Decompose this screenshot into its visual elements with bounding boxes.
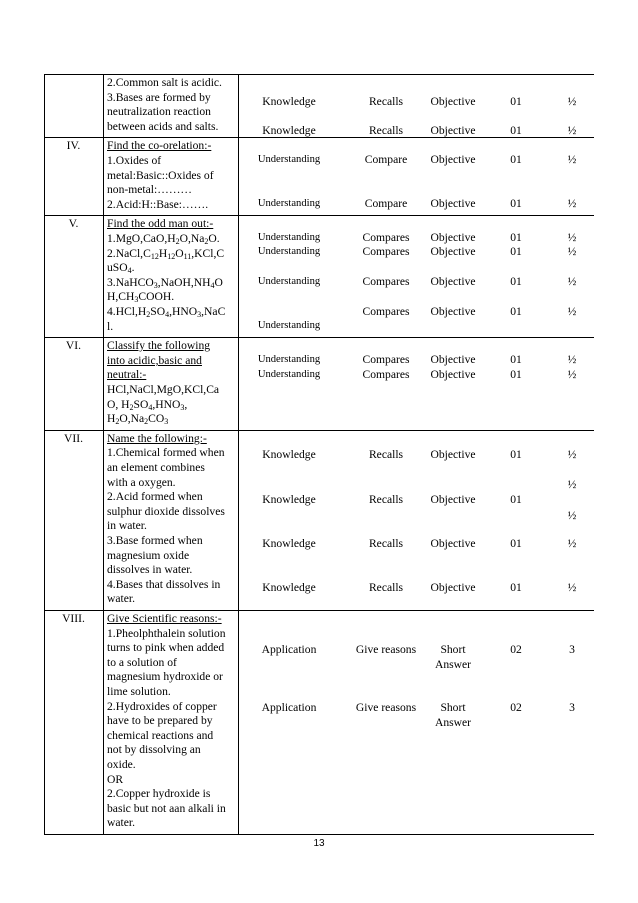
question-text-cell: Classify the following into acidic,basic and neutral:- HCl,NaCl,MgO,KCl,Ca O, $H_2SO_4,HNO_3$, $H_2O,Na_2CO_3$ (104, 338, 239, 431)
marks-value: 02 (510, 642, 522, 656)
question-type-label: Objective (430, 536, 476, 550)
marks-value: 01 (510, 245, 522, 259)
question-number-cell: VII. (45, 430, 104, 610)
marks-value: 01 (510, 536, 522, 550)
classification-cell (239, 338, 594, 431)
specification-label: Give reasons (355, 700, 417, 714)
time-value: ½ (567, 536, 577, 550)
specification-label: Recalls (368, 447, 404, 461)
specification-label: Recalls (368, 536, 404, 550)
marks-value: 01 (510, 231, 522, 245)
question-type-label: Objective (430, 447, 476, 461)
table-row (45, 430, 594, 610)
time-value: ½ (567, 275, 577, 289)
table-row (45, 75, 594, 138)
objective-label: Knowledge (262, 447, 316, 461)
objective-label: Understanding (257, 369, 321, 381)
question-blueprint-table (44, 74, 594, 835)
specification-label: Give reasons (355, 642, 417, 656)
marks-value: 01 (510, 153, 522, 167)
question-number-cell: V. (45, 216, 104, 338)
table-row (45, 216, 594, 338)
blueprint-table-page (44, 74, 593, 835)
time-value: ½ (567, 245, 577, 259)
question-number-cell: IV. (45, 138, 104, 216)
question-type-label: Short Answer (434, 642, 472, 671)
objective-label: Knowledge (262, 95, 316, 108)
question-type-label: Objective (430, 305, 476, 319)
specification-label: Compares (362, 305, 410, 319)
question-type-label: Objective (430, 492, 476, 506)
question-type-label: Objective (430, 353, 476, 367)
marks-value: 01 (510, 124, 522, 137)
time-value: ½ (567, 368, 577, 382)
objective-label: Understanding (257, 354, 321, 366)
specification-label: Compares (362, 353, 410, 367)
objective-label: Knowledge (262, 580, 316, 594)
table-row (45, 610, 594, 834)
specification-label: Compares (362, 275, 410, 289)
time-value: ½ (567, 197, 577, 211)
specification-label: Recalls (368, 95, 404, 108)
question-type-label: Objective (430, 153, 476, 167)
question-type-label: Objective (430, 231, 476, 245)
question-type-label: Objective (430, 275, 476, 289)
question-type-label: Objective (430, 368, 476, 382)
classification-cell (239, 75, 594, 138)
time-value: 3 (569, 642, 575, 656)
specification-label: Recalls (368, 124, 404, 137)
marks-value: 02 (510, 700, 522, 714)
time-value: ½ (567, 447, 577, 461)
specification-label: Recalls (368, 580, 404, 594)
time-value: ½ (567, 508, 577, 522)
marks-value: 01 (510, 492, 522, 506)
objective-label: Application (261, 642, 317, 656)
question-text-cell: 2.Common salt is acidic. 3.Bases are formed by neutralization reaction between acids and salts. (104, 75, 239, 138)
specification-label: Compare (364, 153, 408, 167)
question-text-cell: Find the co-orelation:- 1.Oxides of metal:Basic::Oxides of non-metal:……… 2.Acid:H::Base:……. (104, 138, 239, 216)
specification-label: Recalls (368, 492, 404, 506)
specification-label: Compares (362, 368, 410, 382)
objective-label: Understanding (257, 246, 321, 258)
objective-label: Understanding (257, 276, 321, 288)
specification-label: Compares (362, 231, 410, 245)
question-type-label: Short Answer (434, 700, 472, 729)
objective-label: Understanding (257, 232, 321, 244)
marks-value: 01 (510, 305, 522, 319)
marks-value: 01 (510, 447, 522, 461)
question-number-cell: VI. (45, 338, 104, 431)
marks-value: 01 (510, 197, 522, 211)
question-number-cell: VIII. (45, 610, 104, 834)
time-value: ½ (567, 305, 577, 319)
time-value: ½ (567, 124, 577, 137)
classification-cell (239, 216, 594, 338)
question-number-cell (45, 75, 104, 138)
question-text-cell: Give Scientific reasons:- 1.Pheolphthalein solution turns to pink when added to a solution of magnesium hydroxide or lime solution. 2.Hydroxides of copper have to be prepared by chemical reactions and not by dissolving an oxide. OR 2.Copper hydroxide is basic but not aan alkali in water. (104, 610, 239, 834)
time-value: ½ (567, 353, 577, 367)
objective-label: Understanding (257, 198, 321, 210)
classification-cell (239, 138, 594, 216)
objective-label: Knowledge (262, 536, 316, 550)
time-value: ½ (567, 153, 577, 167)
marks-value: 01 (510, 580, 522, 594)
question-type-label: Objective (430, 580, 476, 594)
marks-value: 01 (510, 275, 522, 289)
specification-label: Compare (364, 197, 408, 211)
question-text-cell: Name the following:- 1.Chemical formed when an element combines with a oxygen. 2.Acid formed when sulphur dioxide dissolves in water. 3.Base formed when magnesium oxide dissolves in water. 4.Bases that dissolves in water. (104, 430, 239, 610)
time-value: ½ (567, 95, 577, 108)
objective-label: Application (261, 700, 317, 714)
marks-value: 01 (510, 95, 522, 108)
question-text-cell: Find the odd man out:- $1.MgO,CaO,H_2O,Na_2O$. $2.NaCl,C_{12}H_{12}O_{11},KCl,C$ uSO$_4$. $3.NaHCO_3,NaOH,NH_4O$ $H,CH_3COOH$. $4.HCl,H_2SO_4,HNO_3,NaC$ l. (104, 216, 239, 338)
classification-cell (239, 430, 594, 610)
objective-label: Knowledge (262, 492, 316, 506)
marks-value: 01 (510, 353, 522, 367)
time-value: 3 (569, 700, 575, 714)
question-type-label: Objective (430, 245, 476, 259)
table-row (45, 338, 594, 431)
table-row (45, 138, 594, 216)
objective-label: Understanding (257, 320, 321, 332)
time-value: ½ (567, 477, 577, 491)
objective-label: Understanding (257, 154, 321, 166)
question-type-label: Objective (430, 95, 476, 108)
specification-label: Compares (362, 245, 410, 259)
time-value: ½ (567, 231, 577, 245)
page-number: 13 (313, 838, 325, 849)
question-type-label: Objective (430, 197, 476, 211)
question-type-label: Objective (430, 124, 476, 137)
classification-cell (239, 610, 594, 834)
marks-value: 01 (510, 368, 522, 382)
time-value: ½ (567, 580, 577, 594)
objective-label: Knowledge (262, 124, 316, 137)
